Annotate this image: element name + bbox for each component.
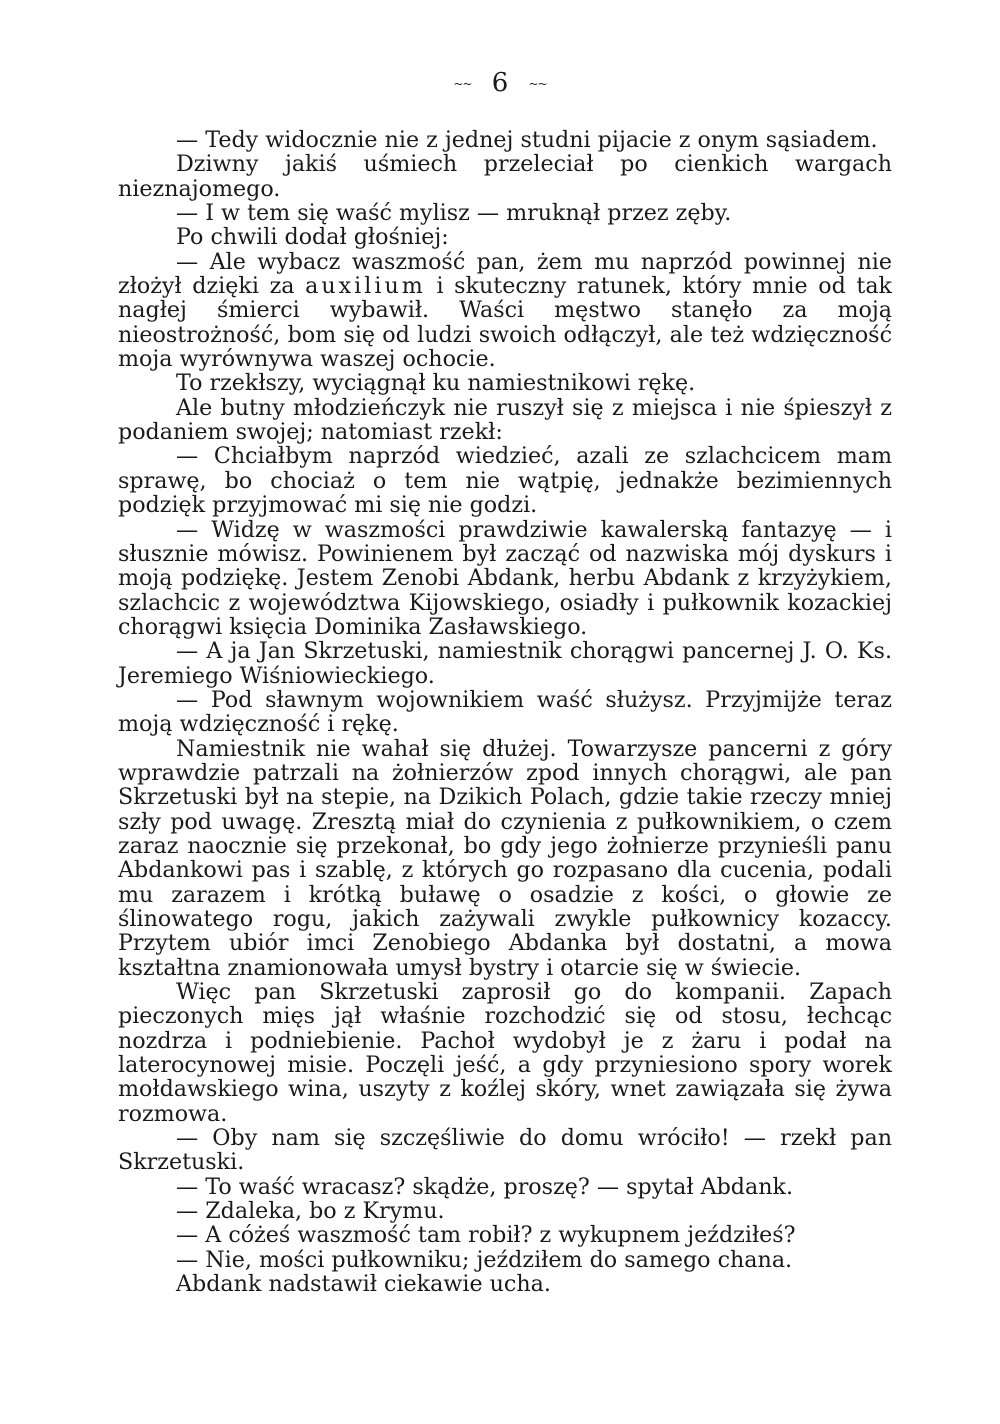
paragraph: Więc pan Skrzetuski zaprosił go do kompanii. Zapach pieczonych mięs jął właśnie rozchodzić się od stosu, łechcąc nozdrza i podniebienie. Pachoł wydobył je z żaru i podał na laterocynowej misie. Poczęli jeść, a gdy przyniesiono spory worek mołdawskiego wina, uszyty z koźlej skóry, wnet zawiązała się żywa rozmowa. xyxy=(118,979,892,1127)
paragraph: — A ja Jan Skrzetuski, namiestnik chorągwi pancernej J. O. Ks. Jeremiego Wiśniowieckiego. xyxy=(118,638,892,689)
body-text xyxy=(118,128,892,1297)
paragraph: — Oby nam się szczęśliwie do domu wróciło! — rzekł pan Skrzetuski. xyxy=(118,1125,892,1176)
paragraph: Namiestnik nie wahał się dłużej. Towarzysze pancerni z góry wprawdzie patrzali na żołnierzów zpod innych chorągwi, ale pan Skrzetuski był na stepie, na Dzikich Polach, gdzie takie rzeczy mniej szły pod uwagę. Zresztą miał do czynienia z pułkownikiem, o czem zaraz naocznie się przekonał, bo gdy jego żołnierze przynieśli panu Abdankowi pas i szablę, z których go rozpasano dla cucenia, podali mu zarazem i krótką buławę o osadzie z kości, o głowie ze ślinowatego rogu, jakich zażywali zwykle pułkownicy kozaccy. Przytem ubiór imci Zenobiego Abdanka był dostatni, a mowa kształtna znamionowała umysł bystry i otarcie się w świecie. xyxy=(118,735,892,981)
paragraph: — Zdaleka, bo z Krymu. xyxy=(176,1198,445,1225)
page-header xyxy=(0,68,1000,99)
paragraph: — Pod sławnym wojownikiem waść służysz. Przyjmijże teraz moją wdzięczność i rękę. xyxy=(118,686,892,738)
paragraph: — Tedy widocznie nie z jednej studni pijacie z onym sąsiadem. xyxy=(176,127,878,153)
paragraph: — Chciałbym naprzód wiedzieć, azali ze szlachcicem mam sprawę, bo chociaż o tem nie wątpię, jednakże bezimiennych podzięk przyjmować mi się nie godzi. xyxy=(118,443,892,519)
paragraph: — To waść wracasz? skądże, proszę? — spytał Abdank. xyxy=(176,1173,794,1200)
paragraph: Abdank nadstawił ciekawie ucha. xyxy=(176,1271,551,1298)
paragraph: — Nie, mości pułkowniku; jeździłem do samego chana. xyxy=(176,1246,793,1273)
latin-term: auxilium xyxy=(305,273,426,300)
paragraph: — I w tem się waść mylisz — mruknął przez zęby. xyxy=(176,200,732,227)
paragraph: — A cóżeś waszmość tam robił? z wykupnem jeździłeś? xyxy=(176,1222,796,1249)
page-number: 6 xyxy=(491,68,509,98)
paragraph-segment: — Ale wybacz waszmość pan, żem mu naprzód powinnej nie złożył dzięki za xyxy=(118,248,892,300)
paragraph-segment: i skuteczny ratunek, który mnie od tak nagłej śmierci wybawił. Waści męstwo stanęło za moją nieostrożność, bom się od ludzi swoich odłączył, ale też wdzięczność moja wyrównywa waszej ochocie. xyxy=(118,273,892,373)
ornament-left: ~~ xyxy=(453,77,472,91)
paragraph: To rzekłszy, wyciągnął ku namiestnikowi rękę. xyxy=(176,370,696,397)
paragraph: Po chwili dodał głośniej: xyxy=(176,224,449,251)
paragraph xyxy=(118,250,892,372)
paragraph: — Widzę w waszmości prawdziwie kawalerską fantazyę — i słusznie mówisz. Powinienem był zacząć od nazwiska mój dyskurs i moją podziękę. Jestem Zenobi Abdank, herbu Abdank z krzyżykiem, szlachcic z województwa Kijowskiego, osiadły i pułkownik kozackiej chorągwi księcia Dominika Zasławskiego. xyxy=(118,516,892,640)
paragraph: Ale butny młodzieńczyk nie ruszył się z miejsca i nie śpieszył z podaniem swojej; natomiast rzekł: xyxy=(118,394,892,446)
paragraph: Dziwny jakiś uśmiech przeleciał po cienkich wargach nieznajomego. xyxy=(118,151,892,202)
ornament-right: ~~ xyxy=(528,77,547,91)
